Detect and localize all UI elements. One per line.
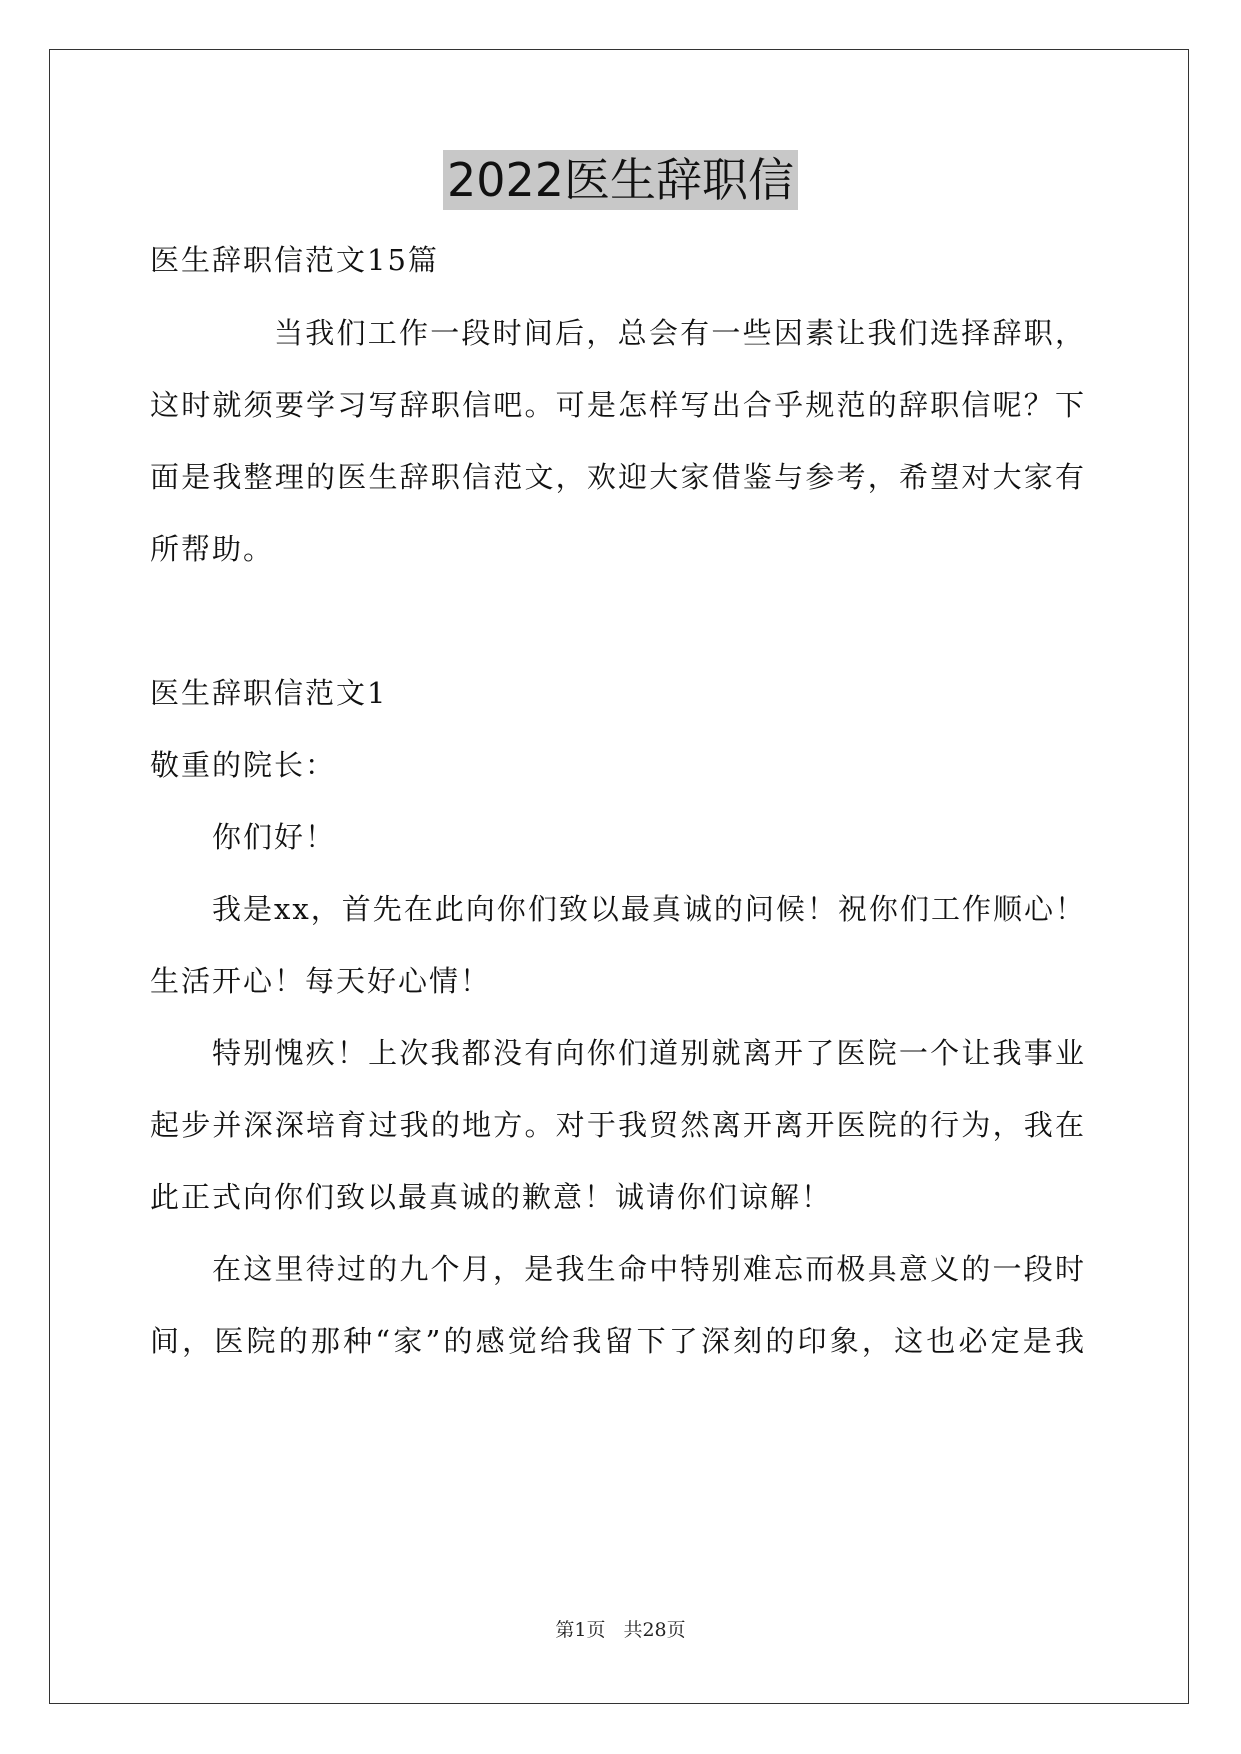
- body-line-6: 在这里待过的九个月，是我生命中特别难忘而极具意义的一段时: [212, 1252, 1086, 1286]
- body-line-7: 间，医院的那种“家”的感觉给我留下了深刻的印象，这也必定是我: [150, 1324, 1086, 1358]
- body-line-1: 我是xx，首先在此向你们致以最真诚的问候！祝你们工作顺心！: [212, 892, 1086, 926]
- total-pages: 共28页: [623, 1619, 686, 1641]
- body-line-3: 特别愧疚！上次我都没有向你们道别就离开了医院一个让我事业: [212, 1036, 1086, 1070]
- intro-line-4: 所帮助。: [150, 532, 275, 566]
- intro-line-3: 面是我整理的医生辞职信范文，欢迎大家借鉴与参考，希望对大家有: [150, 460, 1086, 494]
- subtitle: 医生辞职信范文15篇: [150, 243, 439, 277]
- body-line-2: 生活开心！每天好心情！: [150, 964, 492, 998]
- title-wrap: [0, 150, 1241, 210]
- page-title: 2022医生辞职信: [443, 150, 798, 210]
- page-number: 第1页: [555, 1619, 606, 1641]
- intro-line-2: 这时就须要学习写辞职信吧。可是怎样写出合乎规范的辞职信呢？下: [150, 388, 1086, 422]
- page-border: [49, 49, 1189, 1704]
- intro-line-1: 当我们工作一段时间后，总会有一些因素让我们选择辞职，: [274, 316, 1086, 350]
- section-heading: 医生辞职信范文1: [150, 676, 388, 710]
- body-line-5: 此正式向你们致以最真诚的歉意！诚请你们谅解！: [150, 1180, 833, 1214]
- page-footer: [0, 1618, 1241, 1642]
- body-line-4: 起步并深深培育过我的地方。对于我贸然离开离开医院的行为，我在: [150, 1108, 1086, 1142]
- greeting: 你们好！: [212, 820, 337, 854]
- salutation: 敬重的院长：: [150, 748, 337, 782]
